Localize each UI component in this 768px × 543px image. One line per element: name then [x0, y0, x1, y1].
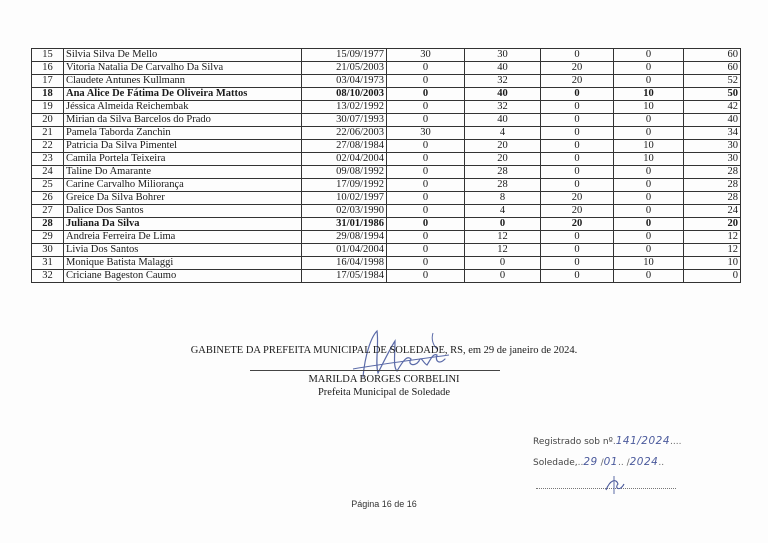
score-1-cell: 0	[387, 270, 465, 283]
score-4-cell: 10	[614, 88, 684, 101]
score-2-cell: 12	[465, 231, 541, 244]
total-score-cell: 50	[684, 88, 741, 101]
score-4-cell: 10	[614, 257, 684, 270]
score-3-cell: 0	[541, 49, 614, 62]
page-number: Página 16 de 16	[351, 499, 417, 509]
score-2-cell: 12	[465, 244, 541, 257]
total-score-cell: 42	[684, 101, 741, 114]
total-score-cell: 30	[684, 140, 741, 153]
row-number-cell: 23	[32, 153, 64, 166]
score-4-cell: 0	[614, 244, 684, 257]
row-number-cell: 17	[32, 75, 64, 88]
birth-date-cell: 13/02/1992	[302, 101, 387, 114]
score-3-cell: 0	[541, 153, 614, 166]
birth-date-cell: 16/04/1998	[302, 257, 387, 270]
score-3-cell: 20	[541, 192, 614, 205]
row-number-cell: 25	[32, 179, 64, 192]
row-number-cell: 15	[32, 49, 64, 62]
birth-date-cell: 17/05/1984	[302, 270, 387, 283]
row-number-cell: 24	[32, 166, 64, 179]
birth-date-cell: 02/04/2004	[302, 153, 387, 166]
table-row	[32, 218, 741, 231]
score-1-cell: 0	[387, 75, 465, 88]
table-row	[32, 49, 741, 62]
total-score-cell: 12	[684, 231, 741, 244]
candidate-name-cell: Camila Portela Teixeira	[64, 153, 302, 166]
candidate-name-cell: Criciane Bageston Caumo	[64, 270, 302, 283]
table-row	[32, 127, 741, 140]
score-1-cell: 0	[387, 244, 465, 257]
score-4-cell: 0	[614, 114, 684, 127]
score-3-cell: 0	[541, 88, 614, 101]
score-2-cell: 32	[465, 75, 541, 88]
score-3-cell: 0	[541, 114, 614, 127]
score-1-cell: 0	[387, 179, 465, 192]
birth-date-cell: 08/10/2003	[302, 88, 387, 101]
score-2-cell: 8	[465, 192, 541, 205]
score-2-cell: 20	[465, 140, 541, 153]
score-3-cell: 20	[541, 75, 614, 88]
row-number-cell: 16	[32, 62, 64, 75]
signature-rule	[250, 370, 500, 371]
stamp-date-row: Soledade,..29 /01.. /2024..	[533, 456, 665, 468]
score-1-cell: 0	[387, 205, 465, 218]
table-row	[32, 231, 741, 244]
score-3-cell: 0	[541, 127, 614, 140]
birth-date-cell: 02/03/1990	[302, 205, 387, 218]
score-1-cell: 0	[387, 218, 465, 231]
table-row	[32, 140, 741, 153]
candidate-name-cell: Greice Da Silva Bohrer	[64, 192, 302, 205]
total-score-cell: 34	[684, 127, 741, 140]
total-score-cell: 28	[684, 192, 741, 205]
table-row	[32, 192, 741, 205]
score-3-cell: 0	[541, 166, 614, 179]
candidate-name-cell: Carine Carvalho Milioranҫa	[64, 179, 302, 192]
score-4-cell: 0	[614, 231, 684, 244]
score-2-cell: 0	[465, 270, 541, 283]
total-score-cell: 0	[684, 270, 741, 283]
score-3-cell: 0	[541, 244, 614, 257]
table-row	[32, 101, 741, 114]
birth-date-cell: 09/08/1992	[302, 166, 387, 179]
row-number-cell: 22	[32, 140, 64, 153]
score-1-cell: 0	[387, 231, 465, 244]
candidate-name-cell: Monique Batista Malaggi	[64, 257, 302, 270]
row-number-cell: 28	[32, 218, 64, 231]
table-row	[32, 244, 741, 257]
signer-name: MARILDA BORGES CORBELINI	[308, 374, 460, 385]
score-1-cell: 0	[387, 153, 465, 166]
registration-stamp	[533, 435, 693, 477]
score-3-cell: 0	[541, 231, 614, 244]
birth-date-cell: 27/08/1984	[302, 140, 387, 153]
candidate-name-cell: Mirian da Silva Barcelos do Prado	[64, 114, 302, 127]
stamp-day: 29	[583, 456, 598, 468]
birth-date-cell: 01/04/2004	[302, 244, 387, 257]
score-1-cell: 0	[387, 62, 465, 75]
score-1-cell: 0	[387, 101, 465, 114]
candidate-name-cell: Taline Do Amarante	[64, 166, 302, 179]
total-score-cell: 28	[684, 166, 741, 179]
score-4-cell: 0	[614, 218, 684, 231]
birth-date-cell: 31/01/1986	[302, 218, 387, 231]
row-number-cell: 20	[32, 114, 64, 127]
row-number-cell: 27	[32, 205, 64, 218]
score-2-cell: 40	[465, 88, 541, 101]
score-2-cell: 28	[465, 166, 541, 179]
score-3-cell: 0	[541, 257, 614, 270]
table-row	[32, 166, 741, 179]
candidate-name-cell: Dalice Dos Santos	[64, 205, 302, 218]
score-4-cell: 0	[614, 49, 684, 62]
score-4-cell: 0	[614, 179, 684, 192]
row-number-cell: 18	[32, 88, 64, 101]
total-score-cell: 30	[684, 153, 741, 166]
table-row	[32, 62, 741, 75]
candidate-name-cell: Patricia Da Silva Pimentel	[64, 140, 302, 153]
score-1-cell: 30	[387, 49, 465, 62]
total-score-cell: 24	[684, 205, 741, 218]
stamp-registered-label: Registrado sob nº	[533, 437, 613, 447]
table-row	[32, 257, 741, 270]
gabinete-line: GABINETE DA PREFEITA MUNICIPAL DE SOLEDADE, RS, em 29 de janeiro de 2024.	[190, 345, 578, 356]
row-number-cell: 26	[32, 192, 64, 205]
row-number-cell: 30	[32, 244, 64, 257]
table-row	[32, 114, 741, 127]
total-score-cell: 10	[684, 257, 741, 270]
score-4-cell: 0	[614, 166, 684, 179]
score-1-cell: 0	[387, 192, 465, 205]
total-score-cell: 20	[684, 218, 741, 231]
birth-date-cell: 03/04/1973	[302, 75, 387, 88]
stamp-city-label: Soledade,	[533, 458, 578, 468]
score-4-cell: 0	[614, 127, 684, 140]
stamp-registered-number: 141/2024	[615, 435, 671, 447]
results-table	[31, 48, 741, 283]
stamp-initials-mark	[600, 474, 630, 496]
score-2-cell: 40	[465, 114, 541, 127]
table-row	[32, 75, 741, 88]
score-1-cell: 0	[387, 140, 465, 153]
stamp-year: 2024	[629, 456, 659, 468]
score-2-cell: 30	[465, 49, 541, 62]
score-1-cell: 0	[387, 114, 465, 127]
score-2-cell: 0	[465, 218, 541, 231]
row-number-cell: 21	[32, 127, 64, 140]
candidate-name-cell: Ana Alice De Fátima De Oliveira Mattos	[64, 88, 302, 101]
score-2-cell: 32	[465, 101, 541, 114]
candidate-name-cell: Silvia Silva De Mello	[64, 49, 302, 62]
total-score-cell: 12	[684, 244, 741, 257]
birth-date-cell: 22/06/2003	[302, 127, 387, 140]
score-4-cell: 0	[614, 62, 684, 75]
score-1-cell: 0	[387, 88, 465, 101]
stamp-registered-row: Registrado sob nº.141/2024....	[533, 435, 682, 447]
row-number-cell: 29	[32, 231, 64, 244]
candidate-name-cell: Vitoria Natalia De Carvalho Da Silva	[64, 62, 302, 75]
birth-date-cell: 15/09/1977	[302, 49, 387, 62]
total-score-cell: 52	[684, 75, 741, 88]
stamp-month: 01	[603, 456, 618, 468]
candidate-name-cell: Pamela Taborda Zanchin	[64, 127, 302, 140]
score-4-cell: 10	[614, 140, 684, 153]
score-3-cell: 20	[541, 62, 614, 75]
score-4-cell: 0	[614, 270, 684, 283]
score-1-cell: 0	[387, 257, 465, 270]
score-3-cell: 20	[541, 205, 614, 218]
results-table-body	[32, 49, 741, 283]
score-3-cell: 20	[541, 218, 614, 231]
score-3-cell: 0	[541, 179, 614, 192]
row-number-cell: 19	[32, 101, 64, 114]
score-3-cell: 0	[541, 140, 614, 153]
signer-role: Prefeita Municipal de Soledade	[317, 387, 451, 398]
score-4-cell: 0	[614, 205, 684, 218]
score-4-cell: 0	[614, 192, 684, 205]
birth-date-cell: 17/09/1992	[302, 179, 387, 192]
row-number-cell: 31	[32, 257, 64, 270]
table-row	[32, 153, 741, 166]
table-row	[32, 179, 741, 192]
score-2-cell: 0	[465, 257, 541, 270]
candidate-name-cell: Jéssica Almeida Reichembak	[64, 101, 302, 114]
score-4-cell: 0	[614, 75, 684, 88]
score-2-cell: 20	[465, 153, 541, 166]
candidate-name-cell: Livia Dos Santos	[64, 244, 302, 257]
score-3-cell: 0	[541, 101, 614, 114]
score-4-cell: 10	[614, 101, 684, 114]
score-2-cell: 40	[465, 62, 541, 75]
score-3-cell: 0	[541, 270, 614, 283]
total-score-cell: 60	[684, 49, 741, 62]
total-score-cell: 60	[684, 62, 741, 75]
birth-date-cell: 10/02/1997	[302, 192, 387, 205]
score-2-cell: 4	[465, 205, 541, 218]
table-row	[32, 270, 741, 283]
birth-date-cell: 21/05/2003	[302, 62, 387, 75]
candidate-name-cell: Juliana Da Silva	[64, 218, 302, 231]
candidate-name-cell: Claudete Antunes Kullmann	[64, 75, 302, 88]
table-row	[32, 205, 741, 218]
row-number-cell: 32	[32, 270, 64, 283]
total-score-cell: 28	[684, 179, 741, 192]
score-1-cell: 0	[387, 166, 465, 179]
birth-date-cell: 29/08/1994	[302, 231, 387, 244]
table-row	[32, 88, 741, 101]
candidate-name-cell: Andreia Ferreira De Lima	[64, 231, 302, 244]
birth-date-cell: 30/07/1993	[302, 114, 387, 127]
score-2-cell: 4	[465, 127, 541, 140]
score-4-cell: 10	[614, 153, 684, 166]
total-score-cell: 40	[684, 114, 741, 127]
score-2-cell: 28	[465, 179, 541, 192]
score-1-cell: 30	[387, 127, 465, 140]
